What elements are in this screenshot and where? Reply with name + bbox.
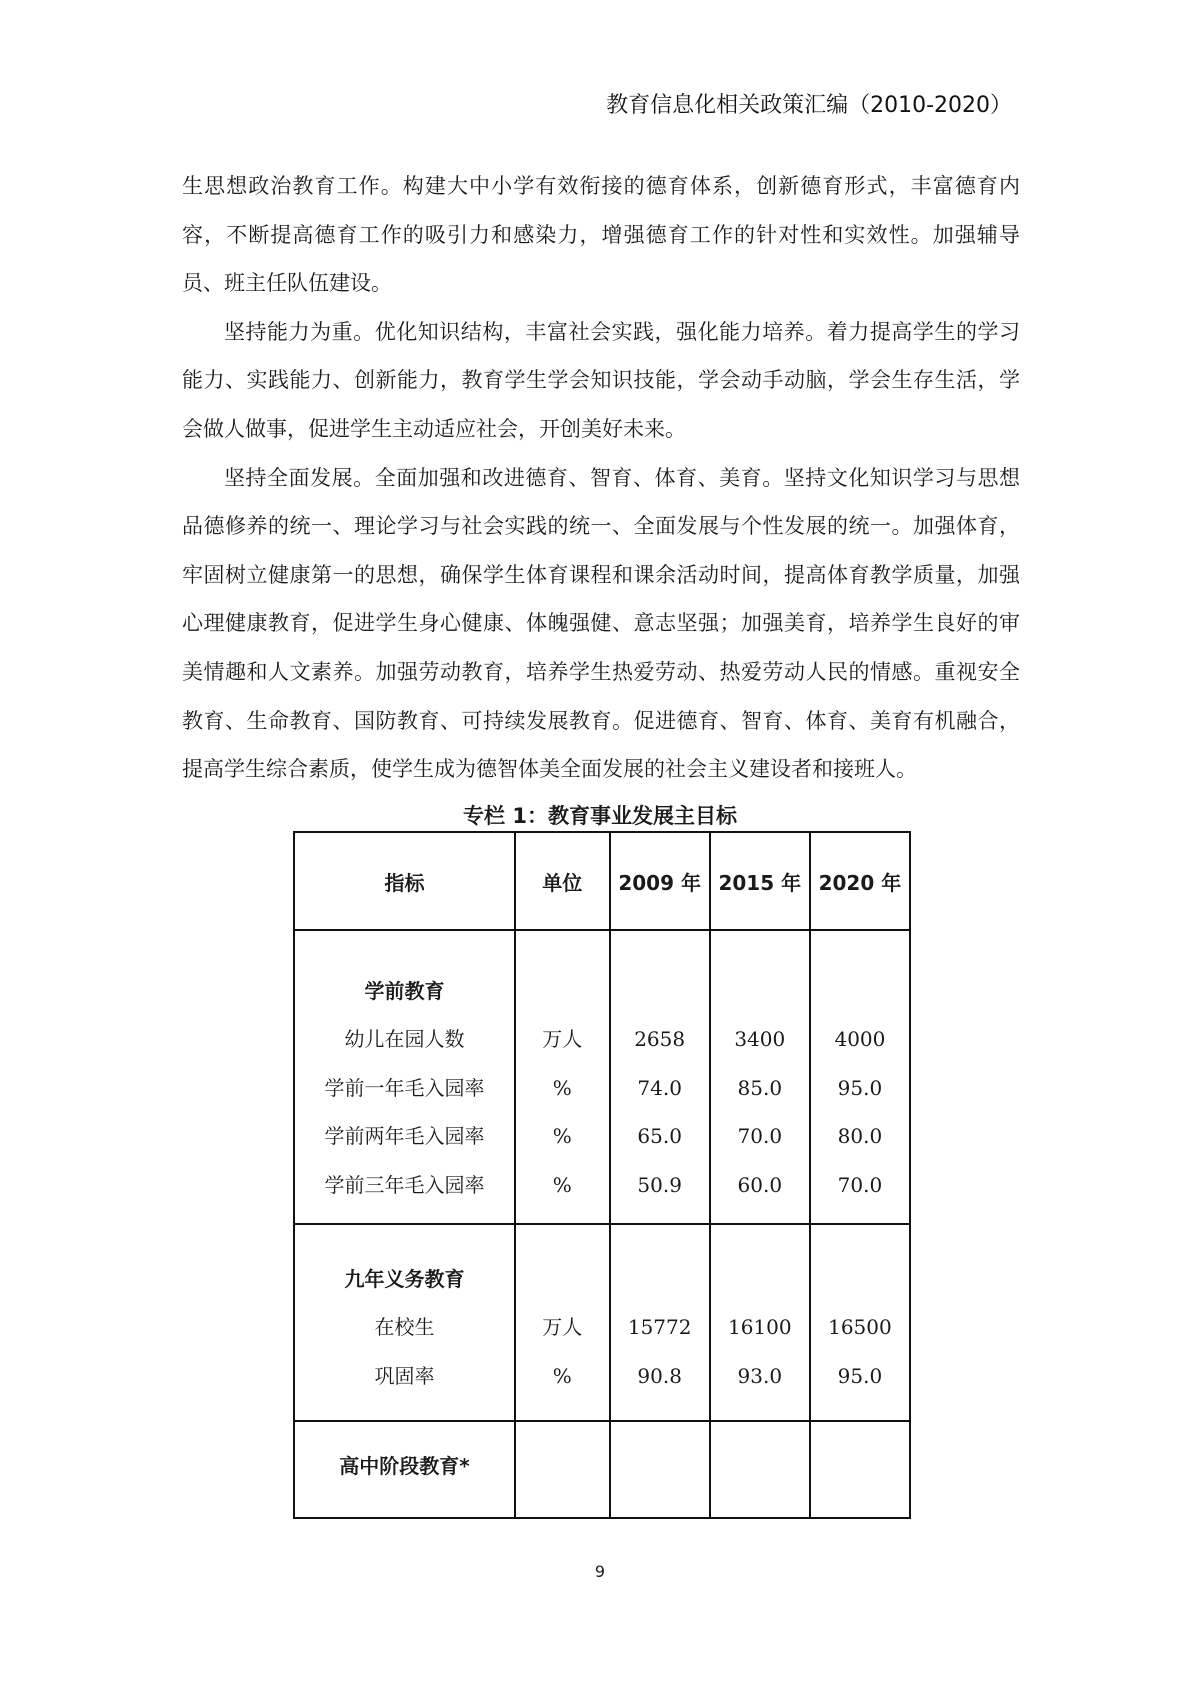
education-targets-table: [293, 831, 911, 1519]
row-label: 学前两年毛入园率: [324, 1124, 485, 1149]
row-label: 学前三年毛入园率: [324, 1172, 485, 1197]
value-2015: 70.0: [737, 1124, 783, 1149]
unit-value: %: [552, 1124, 572, 1149]
value-2015: 85.0: [737, 1075, 783, 1100]
value-2020: 4000: [834, 1027, 886, 1051]
header-2009: 2009 年: [610, 832, 710, 930]
row-label: 在校生: [374, 1315, 435, 1339]
table-caption: 专栏 1：教育事业发展主目标: [463, 804, 737, 828]
section-title: 九年义务教育: [344, 1267, 465, 1291]
indicator-cell: [294, 930, 515, 1224]
table-section-compulsory: [294, 1224, 910, 1421]
value-2015-cell: [710, 1224, 810, 1421]
header-2020: 2020 年: [810, 832, 910, 930]
indicator-cell: [294, 1224, 515, 1421]
value-2009: 65.0: [637, 1124, 682, 1149]
value-2020: 95.0: [837, 1075, 883, 1100]
unit-value: %: [552, 1172, 572, 1197]
unit-value: 万人: [542, 1315, 583, 1339]
header-indicator: 指标: [294, 832, 515, 930]
value-2020: 80.0: [837, 1124, 883, 1149]
value-2009: 15772: [627, 1315, 692, 1339]
body-text: [182, 162, 1020, 794]
unit-value: %: [552, 1363, 572, 1388]
table-section-preschool: [294, 930, 910, 1224]
value-2020: 70.0: [837, 1172, 883, 1197]
header-unit: 单位: [515, 832, 610, 930]
value-2015-cell: [710, 1421, 810, 1518]
value-2015: 16100: [727, 1315, 792, 1339]
value-2015-cell: [710, 930, 810, 1224]
section-title: 高中阶段教育*: [339, 1454, 470, 1478]
unit-value: %: [552, 1075, 572, 1100]
table-header-row: [294, 832, 910, 930]
row-label: 学前一年毛入园率: [324, 1075, 485, 1100]
page-number: 9: [594, 1562, 606, 1581]
value-2020: 16500: [828, 1315, 892, 1339]
value-2009: 2658: [634, 1027, 686, 1051]
value-2009: 90.8: [637, 1363, 682, 1388]
value-2015: 3400: [734, 1027, 786, 1051]
indicator-cell: [294, 1421, 515, 1518]
value-2009-cell: [610, 1224, 710, 1421]
value-2009: 74.0: [637, 1075, 682, 1100]
row-label: 巩固率: [374, 1363, 435, 1388]
value-2009-cell: [610, 1421, 710, 1518]
running-header: 教育信息化相关政策汇编（2010-2020）: [606, 93, 1012, 118]
paragraph-moral-education: 生思想政治教育工作。构建大中小学有效衔接的德育体系，创新德育形式，丰富德育内容，不断提高德育工作的吸引力和感染力，增强德育工作的针对性和实效性。加强辅导员、班主任队伍建设。: [182, 174, 1020, 296]
value-2020-cell: [810, 1224, 910, 1421]
table-section-senior-secondary: [294, 1421, 910, 1518]
section-title: 学前教育: [364, 979, 445, 1003]
unit-cell: [515, 1224, 610, 1421]
value-2020-cell: [810, 1421, 910, 1518]
unit-value: 万人: [542, 1027, 583, 1051]
value-2020-cell: [810, 930, 910, 1224]
value-2015: 60.0: [737, 1172, 783, 1197]
paragraph-all-round: 坚持全面发展。全面加强和改进德育、智育、体育、美育。坚持文化知识学习与思想品德修养的统一、理论学习与社会实践的统一、全面发展与个性发展的统一。加强体育，牢固树立健康第一的思想，确保学生体育课程和课余活动时间，提高体育教学质量，加强心理健康教育，促进学生身心健康、体魄强健、意志坚强；加强美育，培养学生良好的审美情趣和人文素养。加强劳动教育，培养学生热爱劳动、热爱劳动人民的情感。重视安全教育、生命教育、国防教育、可持续发展教育。促进德育、智育、体育、美育有机融合，提高学生综合素质，使学生成为德智体美全面发展的社会主义建设者和接班人。: [182, 465, 1020, 782]
unit-cell: [515, 1421, 610, 1518]
value-2020: 95.0: [837, 1363, 883, 1388]
unit-cell: [515, 930, 610, 1224]
row-label: 幼儿在园人数: [344, 1027, 465, 1051]
value-2009: 50.9: [637, 1172, 682, 1197]
paragraph-ability: 坚持能力为重。优化知识结构，丰富社会实践，强化能力培养。着力提高学生的学习能力、实践能力、创新能力，教育学生学会知识技能，学会动手动脑，学会生存生活，学会做人做事，促进学生主动适应社会，开创美好未来。: [182, 319, 1020, 441]
value-2009-cell: [610, 930, 710, 1224]
header-2015: 2015 年: [710, 832, 810, 930]
value-2015: 93.0: [737, 1363, 783, 1388]
